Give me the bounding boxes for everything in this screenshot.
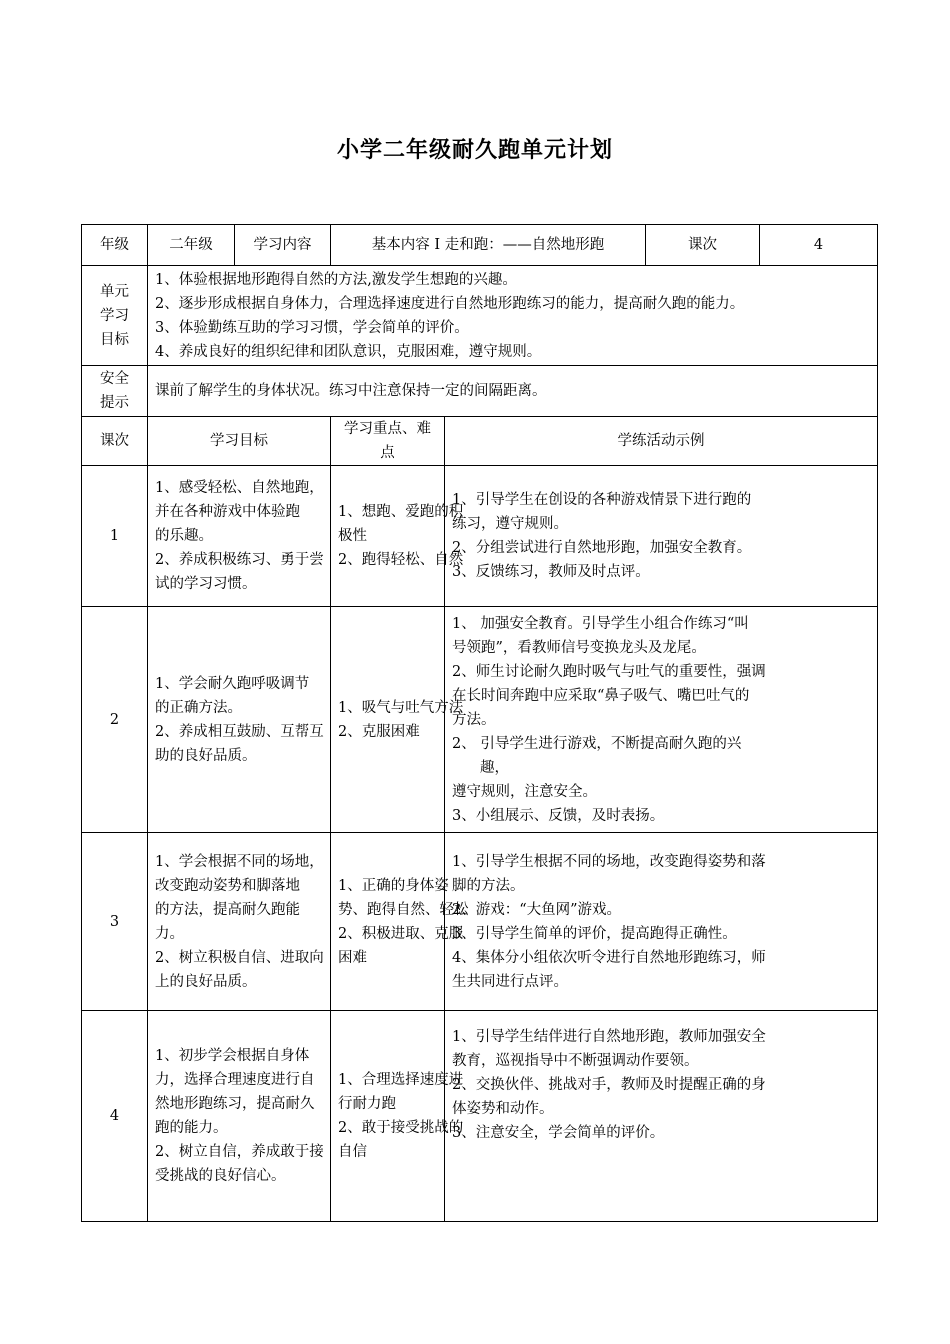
lesson-goal-line: 受挑战的良好信心。	[155, 1168, 286, 1184]
lesson-activities	[445, 1011, 878, 1222]
lesson-goal-line: 并在各种游戏中体验跑	[155, 504, 300, 520]
lesson-goal-line: 然地形跑练习，提高耐久	[155, 1096, 315, 1112]
unit-goal-item: 2、逐步形成根据自身体力，合理选择速度进行自然地形跑练习的能力，提高耐久跑的能力。	[155, 295, 745, 312]
lesson-goal-line: 上的良好品质。	[155, 973, 257, 990]
lesson-goals	[148, 1011, 331, 1222]
lesson-focus	[331, 607, 464, 833]
safety-label-line: 安全	[100, 371, 129, 387]
lesson-number: 4	[82, 1011, 148, 1222]
lesson-focus	[331, 466, 464, 607]
grade-label: 年级	[82, 225, 148, 266]
lesson-number: 1	[82, 466, 148, 607]
lesson-goal-line: 1、感受轻松、自然地跑，	[155, 480, 324, 496]
safety-text: 课前了解学生的身体状况。练习中注意保持一定的间隔距离。	[148, 366, 878, 417]
unit-goals-list	[148, 266, 878, 366]
lesson-activities	[445, 466, 878, 607]
lesson-goal-line: 的方法，提高耐久跑能	[155, 901, 300, 918]
lesson-focus-line: 2、克服困难	[338, 723, 420, 740]
lesson-activity-line: 脚的方法。	[452, 877, 525, 894]
unit-goals-label	[82, 266, 148, 366]
lesson-goal-line: 2、养成积极练习、勇于尝	[155, 552, 324, 568]
lesson-row	[82, 1011, 878, 1222]
lesson-activity-line: 在长时间奔跑中应采取“鼻子吸气、嘴巴吐气的	[452, 687, 750, 704]
lesson-activity-line: 号领跑”，看教师信号变换龙头及龙尾。	[452, 639, 706, 656]
lesson-activity-line: 体姿势和动作。	[452, 1101, 554, 1117]
unit-goals-label-line: 目标	[100, 331, 129, 348]
col-goal: 学习目标	[148, 417, 331, 466]
unit-plan-table	[81, 224, 878, 1222]
lesson-focus-line: 1、想跑、爱跑的积	[338, 504, 464, 520]
lesson-goal-line: 2、树立自信，养成敢于接	[155, 1144, 324, 1160]
safety-row	[82, 366, 878, 417]
grade-value: 二年级	[148, 225, 235, 266]
lesson-activity-line: 3、反馈练习，教师及时点评。	[452, 564, 650, 580]
lesson-activity-line: 2、游戏：“大鱼网”游戏。	[452, 901, 622, 918]
header-row	[82, 225, 878, 266]
unit-goals-row	[82, 266, 878, 366]
lesson-activity-line: 2、分组尝试进行自然地形跑，加强安全教育。	[452, 540, 752, 556]
unit-goals-label-line: 学习	[100, 307, 129, 324]
lesson-focus-line: 势、跑得自然、轻松	[338, 901, 469, 918]
lesson-activity-line: 2、交换伙伴、挑战对手，教师及时提醒正确的身	[452, 1077, 766, 1093]
lesson-activity-line: 练习，遵守规则。	[452, 516, 568, 532]
lesson-activity-line: 2、 引导学生进行游戏，不断提高耐久跑的兴	[452, 735, 742, 752]
lesson-activity-line: 教育，巡视指导中不断强调动作要领。	[452, 1053, 699, 1069]
lesson-focus-line: 1、吸气与吐气方法	[338, 699, 464, 716]
unit-goals-label-line: 单元	[100, 283, 129, 300]
lesson-activity-line: 遵守规则，注意安全。	[452, 783, 597, 800]
lesson-goals	[148, 607, 331, 833]
lesson-goal-line: 力，选择合理速度进行自	[155, 1072, 315, 1088]
page-title: 小学二年级耐久跑单元计划	[336, 138, 613, 163]
lesson-focus	[331, 1011, 464, 1222]
unit-goal-item: 1、体验根据地形跑得自然的方法,激发学生想跑的兴趣。	[155, 271, 517, 288]
lesson-goals	[148, 833, 331, 1011]
content-label: 学习内容	[235, 225, 331, 266]
lesson-focus-line: 2、敢于接受挑战的	[338, 1120, 464, 1136]
lesson-row	[82, 607, 878, 833]
lesson-goal-line: 改变跑动姿势和脚落地	[155, 877, 300, 894]
lesson-focus-line: 极性	[338, 528, 367, 544]
lesson-activity-line: 趣，	[480, 759, 509, 776]
lesson-focus	[331, 833, 469, 1011]
lesson-activity-line: 2、师生讨论耐久跑时吸气与吐气的重要性，强调	[452, 663, 766, 680]
lesson-goal-line: 2、树立积极自信、进取向	[155, 949, 324, 966]
lesson-goal-line: 助的良好品质。	[155, 747, 257, 764]
lesson-activities	[445, 607, 878, 833]
column-header-row	[82, 417, 878, 466]
content-value: 基本内容 I 走和跑：——自然地形跑	[331, 225, 646, 266]
lesson-activity-line: 1、引导学生在创设的各种游戏情景下进行跑的	[452, 492, 752, 508]
lesson-goal-line: 的乐趣。	[155, 528, 213, 544]
col-focus: 学习重点、难点	[331, 417, 445, 466]
lesson-goal-line: 1、初步学会根据自身体	[155, 1048, 310, 1064]
safety-label-line: 提示	[100, 395, 129, 411]
col-activity: 学练活动示例	[445, 417, 878, 466]
lesson-focus-line: 2、积极进取、克服	[338, 925, 464, 942]
lesson-label: 课次	[646, 225, 760, 266]
lesson-goal-line: 跑的能力。	[155, 1120, 228, 1136]
lesson-focus-line: 行耐力跑	[338, 1096, 396, 1112]
lesson-goal-line: 的正确方法。	[155, 699, 242, 716]
lesson-activity-line: 3、引导学生简单的评价，提高跑得正确性。	[452, 925, 737, 942]
lesson-goal-line: 力。	[155, 925, 184, 942]
unit-goal-item: 4、养成良好的组织纪律和团队意识，克服困难，遵守规则。	[155, 343, 542, 360]
safety-label	[82, 366, 148, 417]
lesson-activity-line: 方法。	[452, 711, 496, 728]
lesson-goal-line: 试的学习习惯。	[155, 576, 257, 592]
lesson-focus-line: 自信	[338, 1144, 367, 1160]
lesson-activity-line: 1、引导学生结伴进行自然地形跑，教师加强安全	[452, 1029, 766, 1045]
lesson-activity-line: 1、 加强安全教育。引导学生小组合作练习“叫	[452, 615, 749, 632]
lesson-activity-line: 3、小组展示、反馈，及时表扬。	[452, 807, 665, 824]
lesson-activity-line: 生共同进行点评。	[452, 973, 568, 990]
lesson-row	[82, 833, 878, 1011]
lesson-goal-line: 2、养成相互鼓励、互帮互	[155, 723, 324, 740]
lesson-activity-line: 1、引导学生根据不同的场地，改变跑得姿势和落	[452, 853, 766, 870]
lesson-row	[82, 466, 878, 607]
lesson-activity-line: 3、注意安全，学会简单的评价。	[452, 1125, 665, 1141]
lesson-activity-line: 4、集体分小组依次听令进行自然地形跑练习，师	[452, 949, 766, 966]
lesson-activities	[445, 833, 878, 1011]
lesson-focus-line: 1、正确的身体姿	[338, 877, 449, 894]
lesson-goals	[148, 466, 331, 607]
lesson-focus-line: 困难	[338, 949, 367, 966]
lesson-goal-line: 1、学会耐久跑呼吸调节	[155, 675, 310, 692]
lesson-focus-line: 1、合理选择速度进	[338, 1072, 464, 1088]
lesson-number: 2	[82, 607, 148, 833]
lesson-value: 4	[760, 225, 878, 266]
lesson-goal-line: 1、学会根据不同的场地，	[155, 853, 324, 870]
col-lesson: 课次	[82, 417, 148, 466]
unit-goal-item: 3、体验勤练互助的学习习惯，学会简单的评价。	[155, 319, 469, 336]
lesson-focus-line: 2、跑得轻松、自然	[338, 552, 464, 568]
lesson-number: 3	[82, 833, 148, 1011]
